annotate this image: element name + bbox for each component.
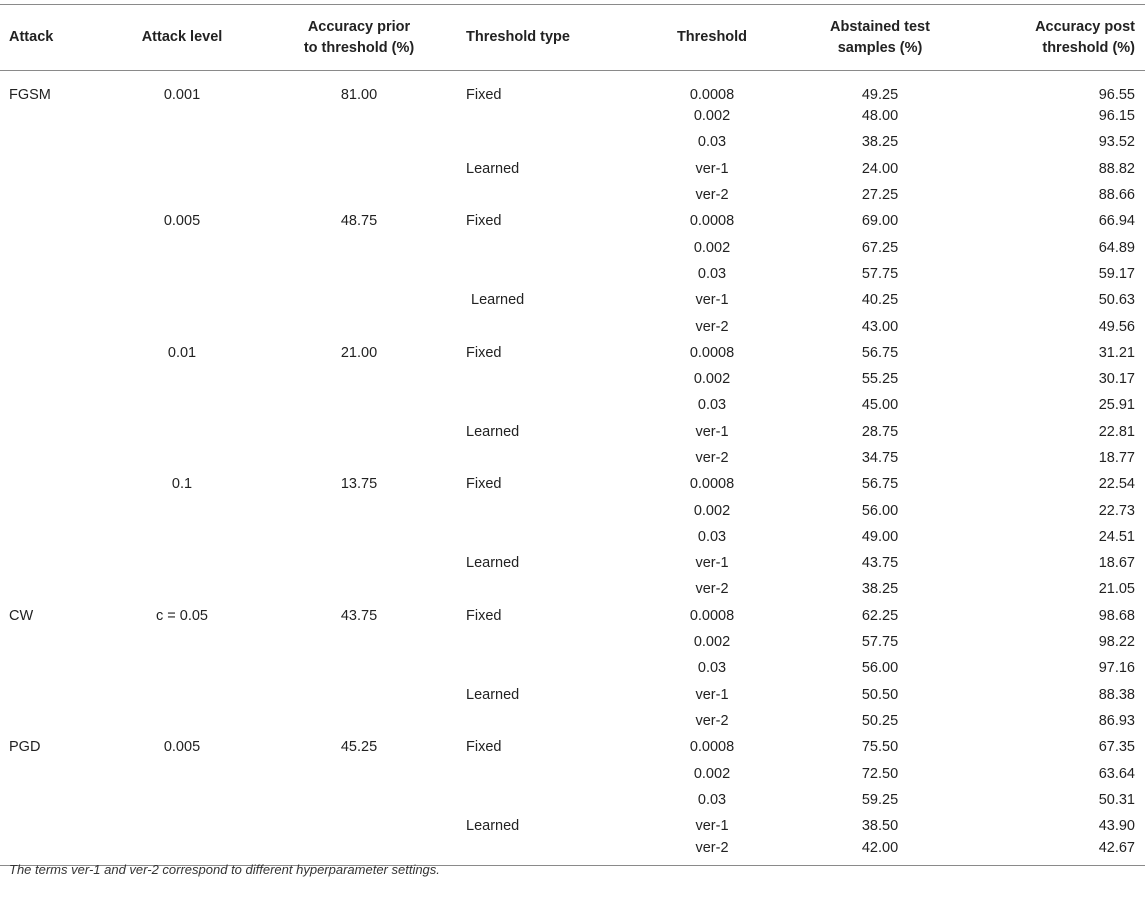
cell-accuracy-prior bbox=[252, 156, 466, 182]
cell-threshold: 0.002 bbox=[693, 108, 731, 125]
cell-threshold: 0.0008 bbox=[689, 87, 735, 103]
cell-accuracy-prior bbox=[252, 445, 466, 471]
header-accuracy-prior: Accuracy prior to threshold (%) bbox=[303, 18, 415, 56]
cell-accuracy-post: 93.52 bbox=[1098, 134, 1135, 151]
cell-abstained: 55.25 bbox=[861, 371, 899, 388]
cell-attack-level bbox=[112, 576, 252, 602]
cell-attack-level: c = 0.05 bbox=[156, 607, 208, 624]
cell-accuracy-prior bbox=[252, 787, 466, 813]
cell-accuracy-post: 22.54 bbox=[1098, 476, 1135, 493]
cell-abstained: 72.50 bbox=[861, 765, 899, 782]
cell-abstained: 38.25 bbox=[861, 581, 899, 598]
cell-threshold: ver-1 bbox=[695, 686, 729, 703]
cell-attack bbox=[0, 524, 112, 550]
cell-attack bbox=[0, 392, 112, 418]
cell-abstained: 49.25 bbox=[861, 87, 899, 103]
cell-attack-level bbox=[112, 129, 252, 155]
cell-accuracy-post: 88.38 bbox=[1098, 686, 1135, 703]
cell-attack: FGSM bbox=[9, 87, 51, 103]
cell-accuracy-prior bbox=[252, 261, 466, 287]
cell-threshold-type bbox=[466, 103, 632, 129]
cell-attack bbox=[0, 208, 112, 234]
table-row bbox=[0, 576, 1145, 602]
table-row bbox=[0, 734, 1145, 760]
cell-attack-level bbox=[112, 524, 252, 550]
table-row bbox=[0, 682, 1145, 708]
cell-attack-level bbox=[112, 103, 252, 129]
cell-accuracy-prior bbox=[252, 760, 466, 786]
results-table bbox=[0, 4, 1145, 866]
cell-threshold: 0.0008 bbox=[689, 476, 735, 493]
cell-accuracy-post: 21.05 bbox=[1098, 581, 1135, 598]
table-row bbox=[0, 366, 1145, 392]
cell-threshold-type bbox=[466, 576, 632, 602]
cell-accuracy-post: 98.22 bbox=[1098, 634, 1135, 651]
cell-threshold-type: Fixed bbox=[466, 739, 502, 756]
cell-abstained: 69.00 bbox=[861, 213, 899, 230]
cell-threshold-type bbox=[466, 129, 632, 155]
cell-threshold-type bbox=[466, 392, 632, 418]
cell-accuracy-post: 50.31 bbox=[1098, 791, 1135, 808]
table-row bbox=[0, 103, 1145, 129]
cell-threshold: 0.03 bbox=[697, 791, 727, 808]
cell-threshold-type bbox=[466, 629, 632, 655]
cell-threshold-type bbox=[466, 261, 632, 287]
cell-accuracy-post: 63.64 bbox=[1098, 765, 1135, 782]
cell-accuracy-prior bbox=[252, 497, 466, 523]
cell-accuracy-prior: 43.75 bbox=[340, 607, 378, 624]
header-abstained: Abstained test samples (%) bbox=[830, 18, 930, 56]
cell-abstained: 75.50 bbox=[861, 739, 899, 756]
cell-attack bbox=[0, 576, 112, 602]
cell-abstained: 50.25 bbox=[861, 712, 899, 729]
header-attack: Attack bbox=[9, 29, 54, 45]
cell-abstained: 42.00 bbox=[861, 840, 899, 857]
table-row bbox=[0, 760, 1145, 786]
cell-attack bbox=[0, 787, 112, 813]
cell-accuracy-prior bbox=[252, 313, 466, 339]
cell-accuracy-post: 24.51 bbox=[1098, 528, 1135, 545]
cell-accuracy-post: 42.67 bbox=[1098, 840, 1135, 857]
cell-threshold: ver-1 bbox=[695, 292, 729, 309]
cell-threshold-type: Learned bbox=[466, 818, 520, 835]
cell-accuracy-prior: 81.00 bbox=[340, 87, 378, 103]
table-row bbox=[0, 524, 1145, 550]
cell-threshold: 0.002 bbox=[693, 634, 731, 651]
cell-threshold-type bbox=[466, 497, 632, 523]
cell-accuracy-post: 43.90 bbox=[1098, 818, 1135, 835]
cell-threshold: 0.03 bbox=[697, 265, 727, 282]
cell-attack-level bbox=[112, 234, 252, 260]
cell-accuracy-prior bbox=[252, 629, 466, 655]
cell-threshold: 0.002 bbox=[693, 502, 731, 519]
cell-attack-level bbox=[112, 760, 252, 786]
table-row bbox=[0, 629, 1145, 655]
cell-abstained: 38.25 bbox=[861, 134, 899, 151]
cell-attack-level bbox=[112, 313, 252, 339]
cell-threshold: 0.0008 bbox=[689, 739, 735, 756]
cell-accuracy-prior bbox=[252, 813, 466, 839]
cell-threshold: 0.0008 bbox=[689, 607, 735, 624]
table-row bbox=[0, 340, 1145, 366]
cell-threshold: ver-2 bbox=[695, 450, 729, 466]
cell-accuracy-prior bbox=[252, 576, 466, 602]
table-row bbox=[0, 392, 1145, 418]
cell-threshold-type: Fixed bbox=[466, 476, 502, 493]
cell-accuracy-post: 59.17 bbox=[1098, 265, 1135, 282]
cell-attack-level bbox=[112, 813, 252, 839]
cell-attack bbox=[0, 471, 112, 497]
table-row bbox=[0, 287, 1145, 313]
table-row bbox=[0, 471, 1145, 497]
cell-accuracy-post: 18.67 bbox=[1098, 555, 1135, 572]
cell-accuracy-post: 67.35 bbox=[1098, 739, 1135, 756]
cell-accuracy-prior bbox=[252, 550, 466, 576]
cell-threshold-type: Fixed bbox=[466, 213, 502, 230]
cell-attack: PGD bbox=[9, 739, 41, 756]
cell-accuracy-prior bbox=[252, 287, 466, 313]
table-row bbox=[0, 182, 1145, 208]
cell-threshold: ver-1 bbox=[695, 555, 729, 572]
cell-accuracy-prior bbox=[252, 524, 466, 550]
cell-threshold: ver-1 bbox=[695, 818, 729, 835]
cell-accuracy-prior bbox=[252, 234, 466, 260]
cell-threshold: ver-2 bbox=[695, 187, 729, 204]
cell-accuracy-post: 98.68 bbox=[1098, 607, 1135, 624]
cell-threshold-type: Learned bbox=[466, 423, 520, 440]
cell-threshold: 0.002 bbox=[693, 371, 731, 388]
cell-threshold-type bbox=[466, 760, 632, 786]
table-row bbox=[0, 708, 1145, 734]
header-accuracy-post: Accuracy post threshold (%) bbox=[1035, 18, 1135, 56]
cell-attack bbox=[0, 313, 112, 339]
cell-accuracy-prior bbox=[252, 419, 466, 445]
cell-attack-level bbox=[112, 392, 252, 418]
cell-attack-level bbox=[112, 682, 252, 708]
cell-accuracy-prior: 45.25 bbox=[340, 739, 378, 756]
header-threshold: Threshold bbox=[676, 29, 748, 45]
cell-attack-level bbox=[112, 787, 252, 813]
cell-attack-level: 0.005 bbox=[163, 739, 201, 756]
cell-attack bbox=[0, 419, 112, 445]
cell-attack-level: 0.1 bbox=[171, 476, 193, 493]
table-row bbox=[0, 71, 1145, 104]
cell-attack bbox=[0, 287, 112, 313]
table-row bbox=[0, 550, 1145, 576]
cell-accuracy-post: 88.82 bbox=[1098, 160, 1135, 177]
cell-accuracy-post: 31.21 bbox=[1098, 344, 1135, 361]
cell-accuracy-post: 22.73 bbox=[1098, 502, 1135, 519]
cell-attack-level bbox=[112, 156, 252, 182]
cell-threshold-type: Fixed bbox=[466, 607, 502, 624]
cell-attack-level: 0.001 bbox=[163, 87, 201, 103]
table-row bbox=[0, 603, 1145, 629]
cell-accuracy-post: 22.81 bbox=[1098, 423, 1135, 440]
cell-accuracy-prior bbox=[252, 182, 466, 208]
cell-threshold: 0.002 bbox=[693, 765, 731, 782]
cell-attack bbox=[0, 760, 112, 786]
cell-attack-level bbox=[112, 655, 252, 681]
table-row bbox=[0, 497, 1145, 523]
cell-abstained: 56.00 bbox=[861, 660, 899, 677]
table-row bbox=[0, 313, 1145, 339]
cell-accuracy-post: 97.16 bbox=[1098, 660, 1135, 677]
cell-accuracy-prior bbox=[252, 129, 466, 155]
cell-accuracy-prior bbox=[252, 366, 466, 392]
cell-threshold-type bbox=[466, 445, 632, 471]
cell-abstained: 49.00 bbox=[861, 528, 899, 545]
cell-attack-level bbox=[112, 550, 252, 576]
cell-threshold: ver-2 bbox=[695, 318, 729, 335]
cell-attack bbox=[0, 445, 112, 471]
table-row bbox=[0, 208, 1145, 234]
table-row bbox=[0, 156, 1145, 182]
cell-threshold-type bbox=[466, 839, 632, 865]
cell-abstained: 28.75 bbox=[861, 423, 899, 440]
table-footnote: The terms ver-1 and ver-2 correspond to different hyperparameter settings. bbox=[9, 862, 440, 877]
header-threshold-type: Threshold type bbox=[466, 29, 570, 45]
cell-threshold: ver-1 bbox=[695, 160, 729, 177]
cell-accuracy-prior: 48.75 bbox=[340, 213, 378, 230]
table-row bbox=[0, 261, 1145, 287]
cell-attack: CW bbox=[9, 607, 34, 624]
cell-accuracy-post: 18.77 bbox=[1098, 450, 1135, 466]
cell-attack bbox=[0, 340, 112, 366]
cell-threshold: ver-2 bbox=[695, 712, 729, 729]
cell-threshold: 0.03 bbox=[697, 397, 727, 414]
cell-accuracy-prior bbox=[252, 708, 466, 734]
cell-accuracy-post: 25.91 bbox=[1098, 397, 1135, 414]
cell-abstained: 67.25 bbox=[861, 239, 899, 256]
cell-attack-level bbox=[112, 287, 252, 313]
cell-attack bbox=[0, 156, 112, 182]
cell-abstained: 48.00 bbox=[861, 108, 899, 125]
cell-attack bbox=[0, 629, 112, 655]
cell-threshold: 0.0008 bbox=[689, 344, 735, 361]
cell-attack bbox=[0, 103, 112, 129]
cell-attack bbox=[0, 655, 112, 681]
cell-threshold: 0.03 bbox=[697, 528, 727, 545]
cell-abstained: 56.00 bbox=[861, 502, 899, 519]
cell-abstained: 24.00 bbox=[861, 160, 899, 177]
cell-threshold: 0.002 bbox=[693, 239, 731, 256]
cell-threshold: ver-2 bbox=[695, 581, 729, 598]
cell-threshold-type: Learned bbox=[466, 555, 520, 572]
cell-attack-level bbox=[112, 497, 252, 523]
table-row bbox=[0, 419, 1145, 445]
cell-threshold-type bbox=[466, 524, 632, 550]
cell-threshold-type bbox=[466, 234, 632, 260]
cell-attack bbox=[0, 682, 112, 708]
cell-attack bbox=[0, 261, 112, 287]
cell-abstained: 56.75 bbox=[861, 476, 899, 493]
cell-attack-level: 0.005 bbox=[163, 213, 201, 230]
cell-abstained: 62.25 bbox=[861, 607, 899, 624]
table-row bbox=[0, 655, 1145, 681]
cell-accuracy-prior bbox=[252, 682, 466, 708]
cell-threshold: 0.0008 bbox=[689, 213, 735, 230]
cell-attack-level bbox=[112, 629, 252, 655]
table-body bbox=[0, 71, 1145, 866]
cell-abstained: 40.25 bbox=[861, 292, 899, 309]
table-header bbox=[0, 5, 1145, 71]
cell-accuracy-post: 96.15 bbox=[1098, 108, 1135, 125]
cell-accuracy-post: 88.66 bbox=[1098, 187, 1135, 204]
cell-accuracy-post: 96.55 bbox=[1098, 87, 1135, 103]
cell-abstained: 56.75 bbox=[861, 344, 899, 361]
cell-accuracy-post: 49.56 bbox=[1098, 318, 1135, 335]
cell-attack-level bbox=[112, 366, 252, 392]
cell-abstained: 45.00 bbox=[861, 397, 899, 414]
table-row bbox=[0, 813, 1145, 839]
cell-abstained: 59.25 bbox=[861, 791, 899, 808]
cell-threshold-type bbox=[466, 182, 632, 208]
table-row bbox=[0, 445, 1145, 471]
cell-abstained: 50.50 bbox=[861, 686, 899, 703]
cell-threshold-type: Fixed bbox=[466, 87, 502, 103]
cell-threshold-type: Fixed bbox=[466, 344, 502, 361]
cell-attack-level bbox=[112, 445, 252, 471]
table-row bbox=[0, 129, 1145, 155]
cell-threshold-type: Learned bbox=[466, 686, 520, 703]
cell-accuracy-post: 64.89 bbox=[1098, 239, 1135, 256]
cell-abstained: 57.75 bbox=[861, 634, 899, 651]
table-row bbox=[0, 234, 1145, 260]
cell-abstained: 43.75 bbox=[861, 555, 899, 572]
cell-accuracy-prior: 21.00 bbox=[340, 344, 378, 361]
table-row bbox=[0, 787, 1145, 813]
cell-attack-level bbox=[112, 419, 252, 445]
cell-attack bbox=[0, 234, 112, 260]
cell-attack-level bbox=[112, 182, 252, 208]
header-row bbox=[0, 5, 1145, 71]
cell-accuracy-post: 30.17 bbox=[1098, 371, 1135, 388]
cell-threshold: 0.03 bbox=[697, 134, 727, 151]
header-attack-level: Attack level bbox=[141, 29, 223, 45]
cell-threshold: ver-1 bbox=[695, 423, 729, 440]
cell-attack bbox=[0, 550, 112, 576]
cell-threshold: 0.03 bbox=[697, 660, 727, 677]
cell-threshold-type bbox=[466, 787, 632, 813]
cell-threshold-type: Learned bbox=[466, 160, 520, 177]
cell-abstained: 43.00 bbox=[861, 318, 899, 335]
cell-attack bbox=[0, 366, 112, 392]
cell-attack bbox=[0, 708, 112, 734]
cell-threshold-type bbox=[466, 313, 632, 339]
cell-threshold: ver-2 bbox=[695, 840, 729, 857]
cell-accuracy-post: 86.93 bbox=[1098, 712, 1135, 729]
cell-accuracy-prior: 13.75 bbox=[340, 476, 378, 493]
cell-attack bbox=[0, 813, 112, 839]
cell-abstained: 38.50 bbox=[861, 818, 899, 835]
cell-accuracy-post: 50.63 bbox=[1098, 292, 1135, 309]
cell-threshold-type bbox=[466, 708, 632, 734]
cell-accuracy-prior bbox=[252, 655, 466, 681]
cell-accuracy-prior bbox=[252, 103, 466, 129]
cell-abstained: 27.25 bbox=[861, 187, 899, 204]
cell-attack bbox=[0, 182, 112, 208]
cell-attack bbox=[0, 129, 112, 155]
cell-abstained: 57.75 bbox=[861, 265, 899, 282]
cell-threshold-type bbox=[466, 366, 632, 392]
cell-accuracy-post: 66.94 bbox=[1098, 213, 1135, 230]
cell-attack-level bbox=[112, 708, 252, 734]
cell-attack-level: 0.01 bbox=[167, 344, 197, 361]
cell-attack-level bbox=[112, 261, 252, 287]
cell-attack bbox=[0, 497, 112, 523]
cell-abstained: 34.75 bbox=[861, 450, 899, 466]
cell-threshold-type bbox=[466, 655, 632, 681]
cell-threshold-type: Learned bbox=[471, 292, 525, 309]
cell-accuracy-prior bbox=[252, 392, 466, 418]
